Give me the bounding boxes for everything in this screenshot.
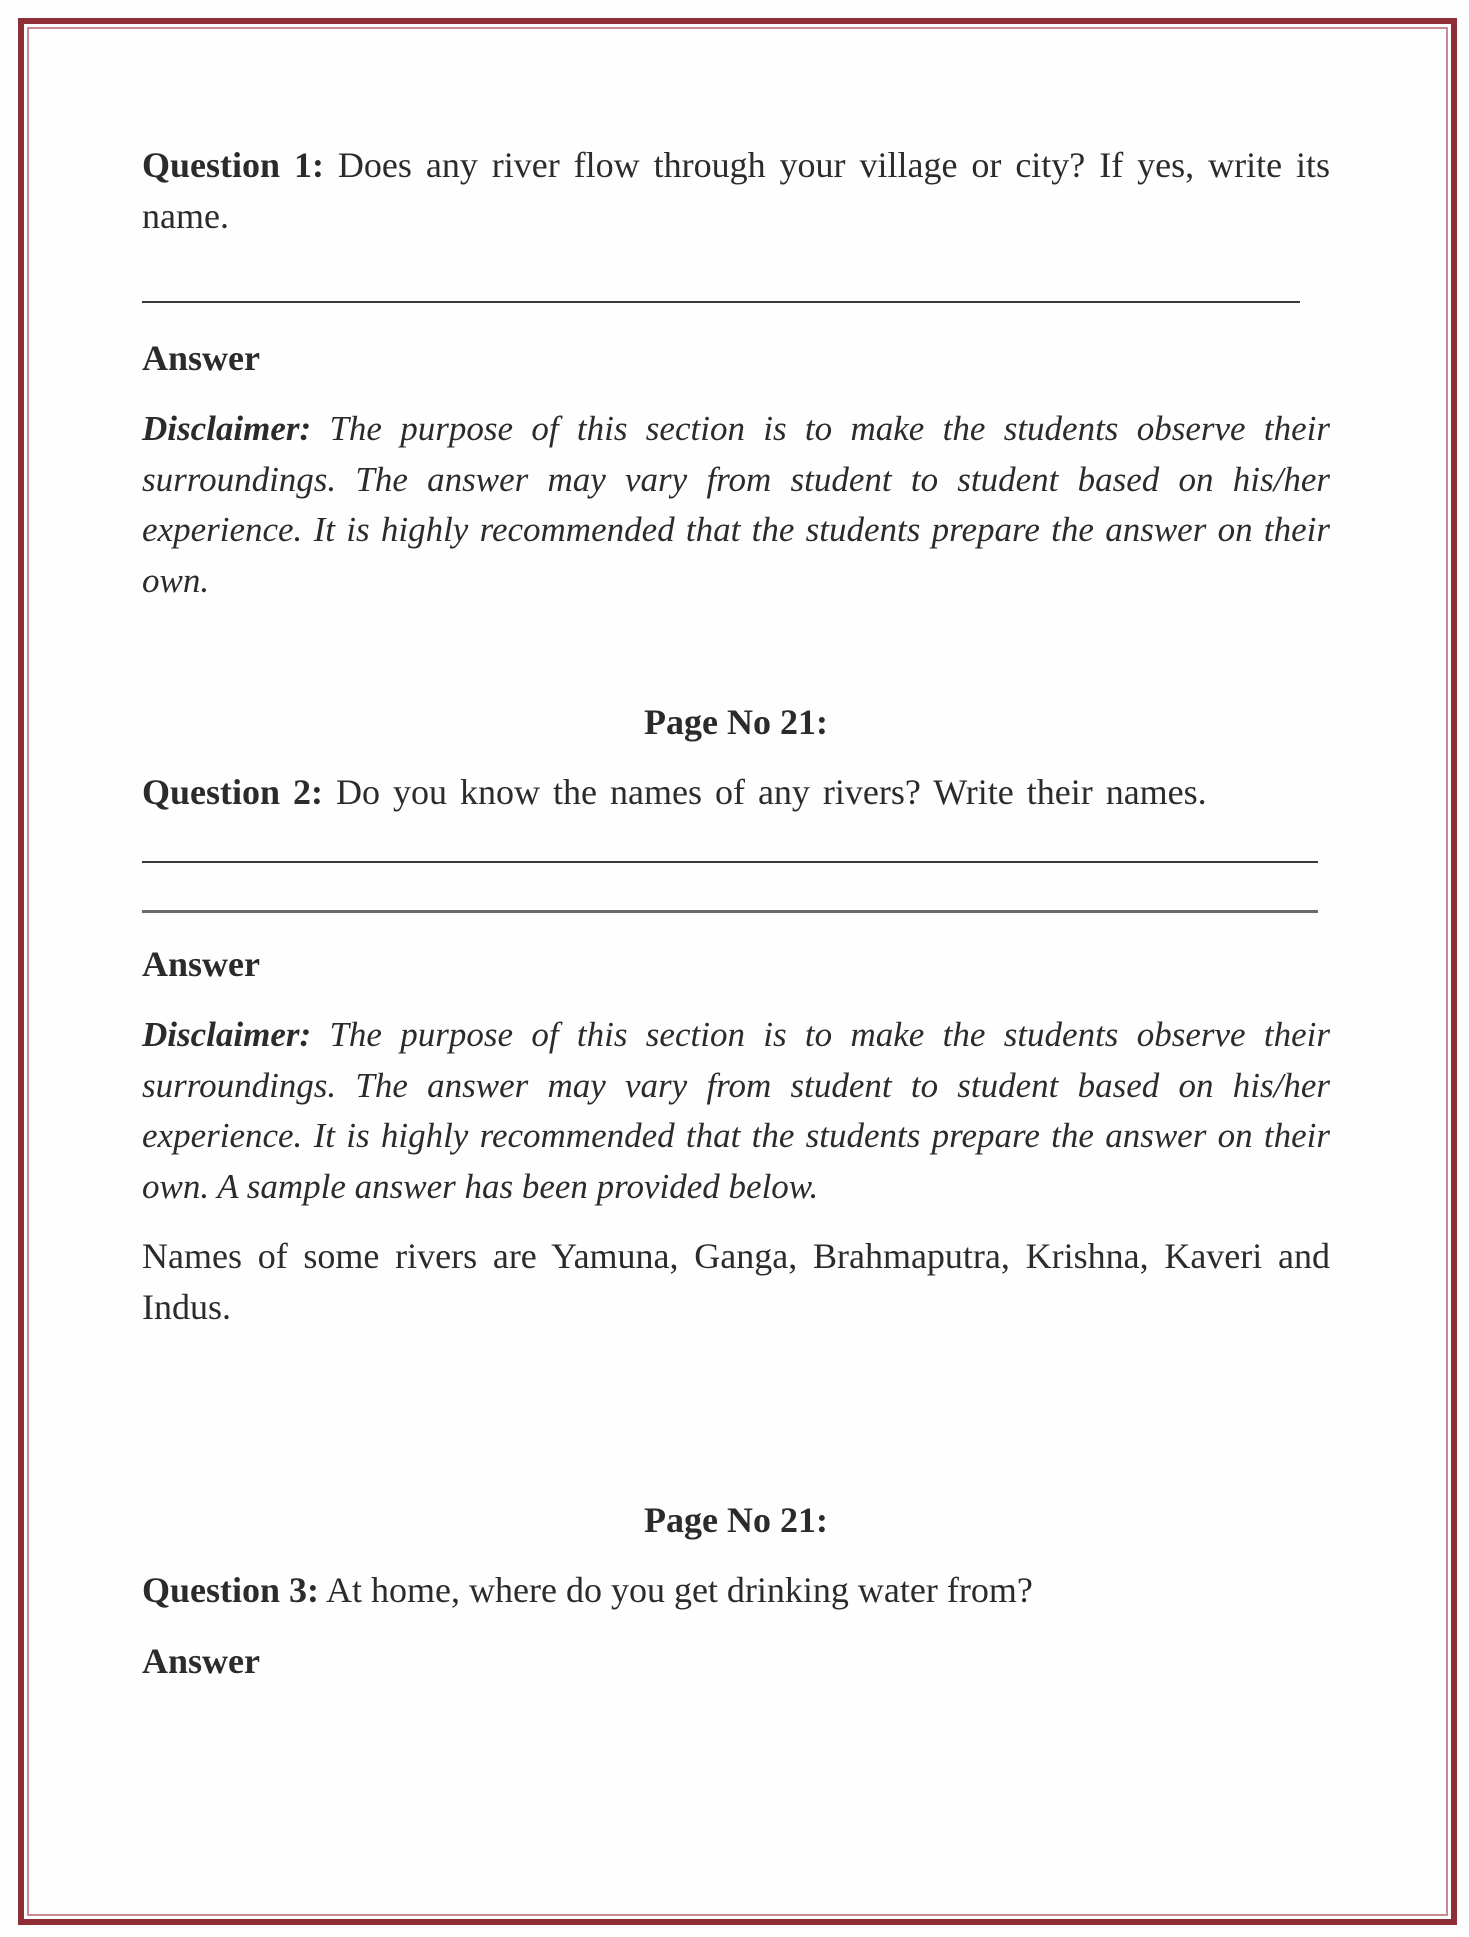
page-ref-1: Page No 21: bbox=[644, 702, 828, 742]
disclaimer-1-text: The purpose of this section is to make the students observe their surroundings. The answer may vary from student to student based on his/her experience. It is highly recommended that the students prepare the answer on their own. bbox=[142, 409, 1331, 600]
disclaimer-2-label: Disclaimer: bbox=[142, 1015, 312, 1054]
disclaimer-1-label: Disclaimer: bbox=[142, 409, 312, 448]
answer-blank-line-2a[interactable] bbox=[142, 861, 1318, 863]
page-ref-2: Page No 21: bbox=[644, 1500, 828, 1540]
question-3 bbox=[142, 1565, 1330, 1616]
disclaimer-1 bbox=[142, 404, 1330, 606]
disclaimer-2-text: The purpose of this section is to make the students observe their surroundings. The answer may vary from student to student based on his/her experience. It is highly recommended that the students prepare the answer on their own. A sample answer has been provided below. bbox=[142, 1015, 1331, 1206]
answer-blank-line-1[interactable] bbox=[142, 301, 1300, 303]
answer-blank-line-2b[interactable] bbox=[142, 910, 1318, 913]
question-1-text: Does any river flow through your village or city? If yes, write its name. bbox=[142, 145, 1331, 236]
question-1-label: Question 1: bbox=[142, 145, 324, 185]
disclaimer-2 bbox=[142, 1010, 1330, 1212]
question-3-label: Question 3: bbox=[142, 1570, 320, 1610]
answer-heading-2: Answer bbox=[142, 944, 260, 984]
question-2 bbox=[142, 767, 1330, 818]
answer-heading-1: Answer bbox=[142, 338, 260, 378]
question-3-text: At home, where do you get drinking water from? bbox=[326, 1570, 1033, 1610]
question-2-label: Question 2: bbox=[142, 772, 324, 812]
answer-heading-3: Answer bbox=[142, 1641, 260, 1681]
question-1 bbox=[142, 140, 1330, 241]
answer-2-text: Names of some rivers are Yamuna, Ganga, Brahmaputra, Krishna, Kaveri and Indus. bbox=[142, 1236, 1330, 1327]
question-2-text: Do you know the names of any rivers? Write their names. bbox=[336, 772, 1207, 812]
